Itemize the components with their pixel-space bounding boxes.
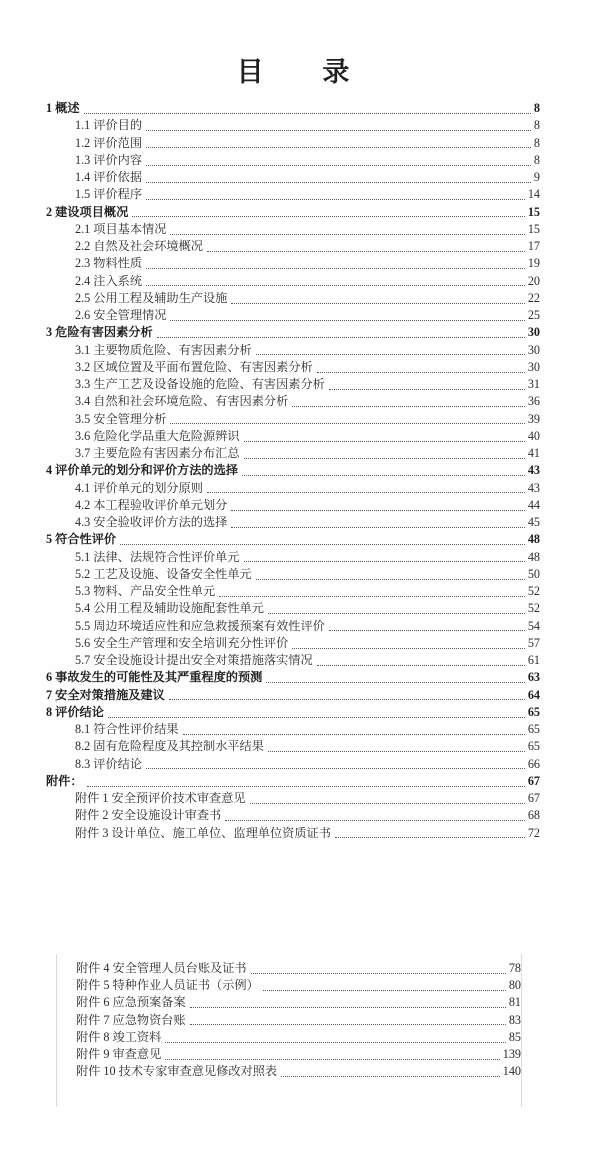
- toc-entry-page: 78: [508, 960, 521, 975]
- toc-dot-leader: [157, 336, 525, 338]
- toc-entry-page: 80: [508, 978, 521, 992]
- toc-entry-page: 8: [533, 135, 540, 150]
- toc-entry-label: 2 建设项目概况: [46, 204, 129, 219]
- toc-entry: [46, 807, 540, 824]
- toc-entry: [46, 273, 540, 290]
- toc-entry: [46, 566, 540, 583]
- toc-entry-page: 43: [527, 463, 540, 478]
- toc-entry-page: 36: [527, 394, 540, 409]
- toc-entry-label: 5.6 安全生产管理和安全培训充分性评价: [75, 635, 289, 650]
- toc-entry-page: 85: [508, 1029, 521, 1044]
- toc-dot-leader: [207, 250, 525, 252]
- toc-entry: [46, 825, 540, 842]
- toc-dot-leader: [256, 578, 525, 580]
- toc-entry-page: 30: [527, 359, 540, 374]
- toc-dot-leader: [146, 164, 531, 166]
- toc-entry-page: 63: [527, 670, 540, 685]
- toc-entry: [46, 342, 540, 359]
- toc-entry-page: 48: [527, 532, 540, 547]
- toc-dot-leader: [146, 198, 525, 200]
- toc-entry-label: 附件：: [46, 773, 83, 788]
- toc-entry-label: 4 评价单元的划分和评价方法的选择: [46, 463, 238, 478]
- toc-entry-page: 64: [527, 687, 540, 702]
- toc-entry-page: 140: [502, 1064, 521, 1079]
- toc-entry-label: 3.5 安全管理分析: [75, 411, 167, 426]
- toc-entry: [46, 169, 540, 186]
- toc-entry-label: 2.4 注入系统: [75, 273, 143, 288]
- toc-entry: [46, 583, 540, 600]
- toc-dot-leader: [120, 543, 525, 545]
- toc-entry-label: 3.4 自然和社会环境危险、有害因素分析: [75, 394, 289, 409]
- toc-dot-leader: [170, 319, 524, 321]
- toc-dot-leader: [84, 112, 531, 114]
- toc-entry: [46, 687, 540, 704]
- toc-entry-page: 81: [508, 995, 521, 1010]
- toc-entry-label: 5.3 物料、产品安全性单元: [75, 584, 216, 598]
- toc-entry-page: 65: [527, 722, 540, 736]
- toc-entry-label: 1.5 评价程序: [75, 187, 143, 202]
- toc-dot-leader: [244, 560, 525, 562]
- toc-entry-label: 附件 5 特种作业人员证书（示例）: [76, 978, 259, 992]
- toc-dot-leader: [190, 1006, 506, 1008]
- toc-dot-leader: [146, 767, 525, 769]
- toc-entry-page: 40: [527, 428, 540, 443]
- toc-entry-page: 41: [527, 446, 540, 460]
- toc-dot-leader: [250, 802, 525, 804]
- toc-entry-page: 61: [527, 653, 540, 667]
- toc-dot-leader: [219, 595, 525, 597]
- toc-entry: [57, 994, 521, 1011]
- toc-entry-page: 22: [527, 290, 540, 305]
- toc-dot-leader: [87, 785, 525, 787]
- toc-entry-page: 45: [527, 515, 540, 529]
- toc-dot-leader: [146, 181, 531, 183]
- toc-dot-leader: [256, 353, 525, 355]
- toc-entry-page: 15: [527, 221, 540, 236]
- toc-entry-page: 48: [527, 549, 540, 564]
- toc-entry: [46, 756, 540, 773]
- toc-entry-page: 8: [533, 152, 540, 167]
- toc-entry-label: 8 评价结论: [46, 704, 104, 719]
- toc-dot-leader: [231, 509, 524, 511]
- toc-entry-page: 44: [527, 497, 540, 512]
- toc-entry-page: 15: [527, 204, 540, 219]
- toc-entry: [46, 480, 540, 497]
- toc-entry: [57, 1046, 521, 1063]
- toc-dot-leader: [329, 388, 525, 390]
- toc-dot-leader: [244, 440, 525, 442]
- toc-dot-leader: [266, 681, 524, 683]
- toc-entry: [46, 462, 540, 479]
- toc-entry: [46, 152, 540, 169]
- toc-entry-page: 19: [527, 256, 540, 271]
- toc-entry: [46, 514, 540, 531]
- toc-entry: [57, 977, 521, 994]
- toc-entry: [57, 960, 521, 977]
- toc-entry: [46, 790, 540, 807]
- toc-entry-label: 5.7 安全设施设计提出安全对策措施落实情况: [75, 653, 313, 667]
- toc-dot-leader: [317, 664, 525, 666]
- toc-entry: [46, 428, 540, 445]
- toc-entry-label: 3.7 主要危险有害因素分布汇总: [75, 446, 240, 460]
- toc-entry-label: 4.1 评价单元的划分原则: [75, 480, 203, 495]
- toc-entry-label: 5.2 工艺及设施、设备安全性单元: [75, 566, 252, 581]
- toc-entry: [46, 773, 540, 790]
- toc-entry-page: 54: [527, 618, 540, 633]
- toc-entry-label: 5.4 公用工程及辅助设施配套性单元: [75, 601, 264, 616]
- toc-title: 目 录: [236, 57, 376, 87]
- toc-entry-label: 3 危险有害因素分析: [46, 325, 153, 340]
- toc-entry: [46, 290, 540, 307]
- toc-entry-label: 8.1 符合性评价结果: [75, 722, 179, 736]
- toc-entry-page: 14: [527, 187, 540, 202]
- appendix-list: [57, 960, 521, 1081]
- toc-entry: [57, 1063, 521, 1080]
- toc-entry-page: 8: [533, 101, 540, 115]
- toc-entry-label: 3.2 区域位置及平面布置危险、有害因素分析: [75, 359, 313, 374]
- toc-entry: [46, 497, 540, 514]
- toc-entry-label: 5.1 法律、法规符合性评价单元: [75, 549, 240, 564]
- toc-dot-leader: [169, 698, 525, 700]
- toc-dot-leader: [165, 1058, 499, 1060]
- toc-entry: [46, 600, 540, 617]
- toc-entry: [46, 704, 540, 721]
- toc-entry-label: 6 事故发生的可能性及其严重程度的预测: [46, 670, 263, 685]
- toc-entry-label: 1.2 评价范围: [75, 135, 143, 150]
- toc-dot-leader: [170, 233, 524, 235]
- toc-entry-label: 附件 8 竣工资料: [76, 1029, 162, 1044]
- toc-dot-leader: [165, 1041, 506, 1043]
- toc-entry-label: 2.3 物料性质: [75, 256, 143, 271]
- toc-entry-label: 附件 10 技术专家审查意见修改对照表: [76, 1064, 278, 1079]
- toc-entry-page: 67: [527, 791, 540, 805]
- toc-dot-leader: [329, 629, 525, 631]
- toc-entry: [46, 618, 540, 635]
- toc-dot-leader: [244, 457, 525, 459]
- toc-dot-leader: [170, 422, 524, 424]
- toc-entry-label: 8.2 固有危险程度及其控制水平结果: [75, 739, 264, 754]
- toc-entry-label: 2.1 项目基本情况: [75, 221, 167, 236]
- toc-entry: [46, 186, 540, 203]
- toc-entry-page: 43: [527, 480, 540, 495]
- toc-entry: [46, 445, 540, 462]
- toc-dot-leader: [317, 371, 525, 373]
- toc-entry-page: 25: [527, 308, 540, 322]
- toc-entry-label: 附件 3 设计单位、施工单位、监理单位资质证书: [75, 825, 331, 840]
- toc-entry: [46, 100, 540, 117]
- toc-entry: [46, 204, 540, 221]
- toc-entry: [46, 238, 540, 255]
- toc-entry-page: 83: [508, 1012, 521, 1027]
- toc-dot-leader: [292, 405, 525, 407]
- toc-entry-label: 附件 7 应急物资台账: [76, 1012, 186, 1027]
- toc-entry-page: 30: [527, 342, 540, 357]
- toc-entry-page: 66: [527, 756, 540, 771]
- page-content: [46, 0, 540, 1107]
- toc-entry-label: 3.1 主要物质危险、有害因素分析: [75, 342, 252, 357]
- toc-entry: [46, 721, 540, 738]
- toc-dot-leader: [335, 836, 525, 838]
- toc-entry-page: 39: [527, 411, 540, 426]
- toc-entry-label: 2.6 安全管理情况: [75, 308, 167, 322]
- toc-entry: [46, 324, 540, 341]
- toc-entry-label: 附件 4 安全管理人员台账及证书: [76, 960, 247, 975]
- toc-entry-label: 2.2 自然及社会环境概况: [75, 239, 203, 253]
- toc-dot-leader: [263, 989, 506, 991]
- toc-entry: [46, 376, 540, 393]
- toc-entry-page: 8: [533, 118, 540, 133]
- toc-entry-page: 50: [527, 566, 540, 581]
- toc-entry-label: 附件 2 安全设施设计审查书: [75, 808, 222, 823]
- toc-entry-page: 20: [527, 273, 540, 288]
- toc-entry-label: 1.1 评价目的: [75, 118, 143, 133]
- toc-entry-page: 65: [527, 704, 540, 719]
- toc-entry: [46, 411, 540, 428]
- toc-dot-leader: [231, 302, 524, 304]
- toc-dot-leader: [207, 491, 525, 493]
- toc-dot-leader: [268, 612, 525, 614]
- toc-entry: [46, 531, 540, 548]
- toc-dot-leader: [183, 733, 525, 735]
- toc-entry-page: 31: [527, 377, 540, 391]
- toc-entry-label: 3.3 生产工艺及设备设施的危险、有害因素分析: [75, 377, 325, 391]
- toc-dot-leader: [190, 1023, 506, 1025]
- toc-dot-leader: [268, 750, 525, 752]
- toc-entry: [57, 1012, 521, 1029]
- toc-entry-label: 2.5 公用工程及辅助生产设施: [75, 290, 228, 305]
- toc-dot-leader: [242, 474, 525, 476]
- toc-entry-page: 67: [527, 773, 540, 788]
- toc-entry-page: 52: [527, 584, 540, 598]
- toc-entry: [46, 117, 540, 134]
- toc-dot-leader: [146, 146, 531, 148]
- toc-dot-leader: [292, 647, 525, 649]
- toc-entry-page: 72: [527, 825, 540, 840]
- toc-dot-leader: [146, 267, 525, 269]
- toc-entry-label: 5 符合性评价: [46, 532, 117, 547]
- toc-entry: [46, 255, 540, 272]
- toc-entry: [57, 1029, 521, 1046]
- toc-entry-page: 9: [533, 170, 540, 184]
- toc-entry-label: 7 安全对策措施及建议: [46, 687, 165, 702]
- toc-entry-label: 附件 1 安全预评价技术审查意见: [75, 791, 246, 805]
- toc-entry-page: 65: [527, 739, 540, 754]
- toc-dot-leader: [231, 526, 524, 528]
- toc-entry-page: 17: [527, 239, 540, 253]
- toc-entry: [46, 393, 540, 410]
- toc-entry: [46, 738, 540, 755]
- toc-entry: [46, 669, 540, 686]
- toc-dot-leader: [281, 1075, 500, 1077]
- toc-entry-label: 1.3 评价内容: [75, 152, 143, 167]
- toc-entry-label: 1.4 评价依据: [75, 170, 143, 184]
- toc-list: [46, 100, 540, 842]
- toc-dot-leader: [108, 716, 525, 718]
- toc-entry-label: 4.3 安全验收评价方法的选择: [75, 515, 228, 529]
- toc-entry: [46, 635, 540, 652]
- toc-entry-page: 139: [502, 1047, 521, 1061]
- toc-entry-label: 附件 9 审查意见: [76, 1047, 162, 1061]
- toc-entry: [46, 307, 540, 324]
- toc-dot-leader: [132, 215, 525, 217]
- toc-entry: [46, 652, 540, 669]
- toc-entry-label: 3.6 危险化学品重大危险源辨识: [75, 428, 240, 443]
- toc-entry-label: 5.5 周边环境适应性和应急救援预案有效性评价: [75, 618, 325, 633]
- toc-entry-label: 8.3 评价结论: [75, 756, 143, 771]
- toc-entry-label: 1 概述: [46, 101, 80, 115]
- toc-entry-page: 57: [527, 635, 540, 650]
- toc-entry-page: 30: [527, 325, 540, 340]
- toc-entry-page: 52: [527, 601, 540, 616]
- toc-entry: [46, 135, 540, 152]
- toc-entry: [46, 221, 540, 238]
- toc-dot-leader: [146, 129, 531, 131]
- toc-dot-leader: [146, 284, 525, 286]
- page-break-gap: [46, 842, 540, 954]
- toc-entry-label: 4.2 本工程验收评价单元划分: [75, 497, 228, 512]
- appendix-continuation-box: [56, 954, 522, 1107]
- toc-entry: [46, 549, 540, 566]
- toc-dot-leader: [225, 819, 525, 821]
- toc-entry: [46, 359, 540, 376]
- toc-entry-label: 附件 6 应急预案备案: [76, 995, 186, 1010]
- toc-dot-leader: [251, 972, 506, 974]
- toc-entry-page: 68: [527, 808, 540, 823]
